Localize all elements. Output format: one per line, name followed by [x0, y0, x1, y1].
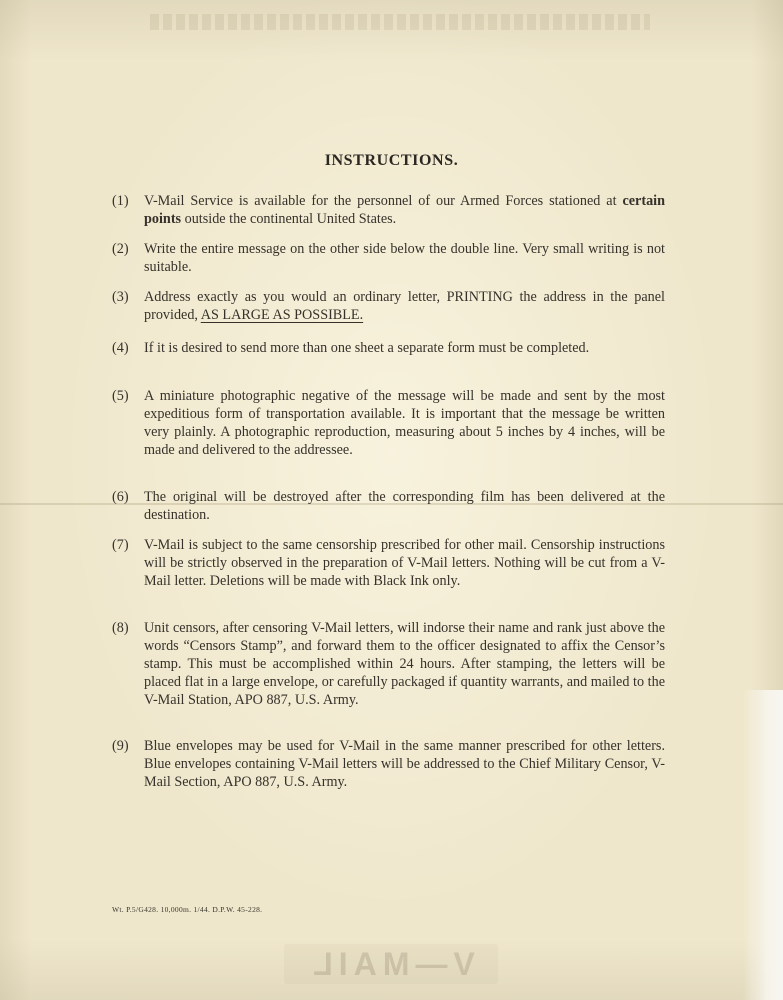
- instruction-item: [112, 536, 665, 590]
- underlined-phrase: AS LARGE AS POSSIBLE.: [200, 307, 364, 323]
- instruction-item: [112, 737, 665, 791]
- item-number: (9): [112, 738, 129, 754]
- item-text: A miniature photographic negative of the message will be made and sent by the most expeditious form of transportation available. It is important that the message be written very plainly. A photographic reproduction, measuring about 5 inches by 4 inches, will be made and delivered to the addressee.: [144, 388, 665, 458]
- instruction-item: [112, 288, 665, 324]
- vmail-watermark: V—MAIL: [284, 944, 498, 984]
- show-through-text: [150, 14, 650, 30]
- item-number: (6): [112, 489, 129, 505]
- instruction-item: [112, 619, 665, 709]
- item-text: Write the entire message on the other side below the double line. Very small writing is not suitable.: [144, 241, 665, 275]
- instruction-item: [112, 339, 665, 357]
- instruction-item: [112, 240, 665, 276]
- item-number: (1): [112, 193, 129, 209]
- page-title: INSTRUCTIONS.: [324, 152, 459, 169]
- item-text: V-Mail is subject to the same censorship prescribed for other mail. Censorship instructions will be strictly observed in the preparation of V-Mail letters. Nothing will be cut from a V-Mail letter. Deletions will be made with Black Ink only.: [144, 537, 665, 589]
- item-text: Blue envelopes may be used for V-Mail in the same manner prescribed for other letters. Blue envelopes containing V-Mail letters will be addressed to the Chief Military Censor, V-Mail Section, APO 887, U.S. Army.: [144, 738, 665, 790]
- item-text: If it is desired to send more than one sheet a separate form must be completed.: [144, 340, 590, 356]
- item-number: (5): [112, 388, 129, 404]
- item-number: (2): [112, 241, 129, 257]
- item-text: The original will be destroyed after the corresponding film has been delivered at the destination.: [144, 489, 665, 523]
- instruction-item: [112, 488, 665, 524]
- item-number: (4): [112, 340, 129, 356]
- item-text: Unit censors, after censoring V-Mail letters, will indorse their name and rank just above the words “Censors Stamp”, and forward them to the officer designated to affix the Censor’s stamp. This must be accomplished within 24 hours. After stamping, the letters will be placed flat in a large envelope, or carefully packaged if quantity warrants, and mailed to the V-Mail Station, APO 887, U.S. Army.: [144, 620, 665, 708]
- item-number: (7): [112, 537, 129, 553]
- torn-edge: [743, 690, 783, 1000]
- instruction-item: [112, 387, 665, 459]
- print-code: Wt. P.5/G428. 10,000m. 1/44. D.P.W. 45-228.: [112, 905, 263, 914]
- item-text: Address exactly as you would an ordinary letter, PRINTING the address in the panel provided, AS LARGE AS POSSIBLE.: [144, 289, 665, 323]
- item-text: V-Mail Service is available for the personnel of our Armed Forces stationed at certain points outside the continental United States.: [144, 193, 665, 227]
- bold-phrase: certain points: [144, 193, 665, 227]
- item-number: (8): [112, 620, 129, 636]
- instruction-item: [112, 192, 665, 228]
- item-number: (3): [112, 289, 129, 305]
